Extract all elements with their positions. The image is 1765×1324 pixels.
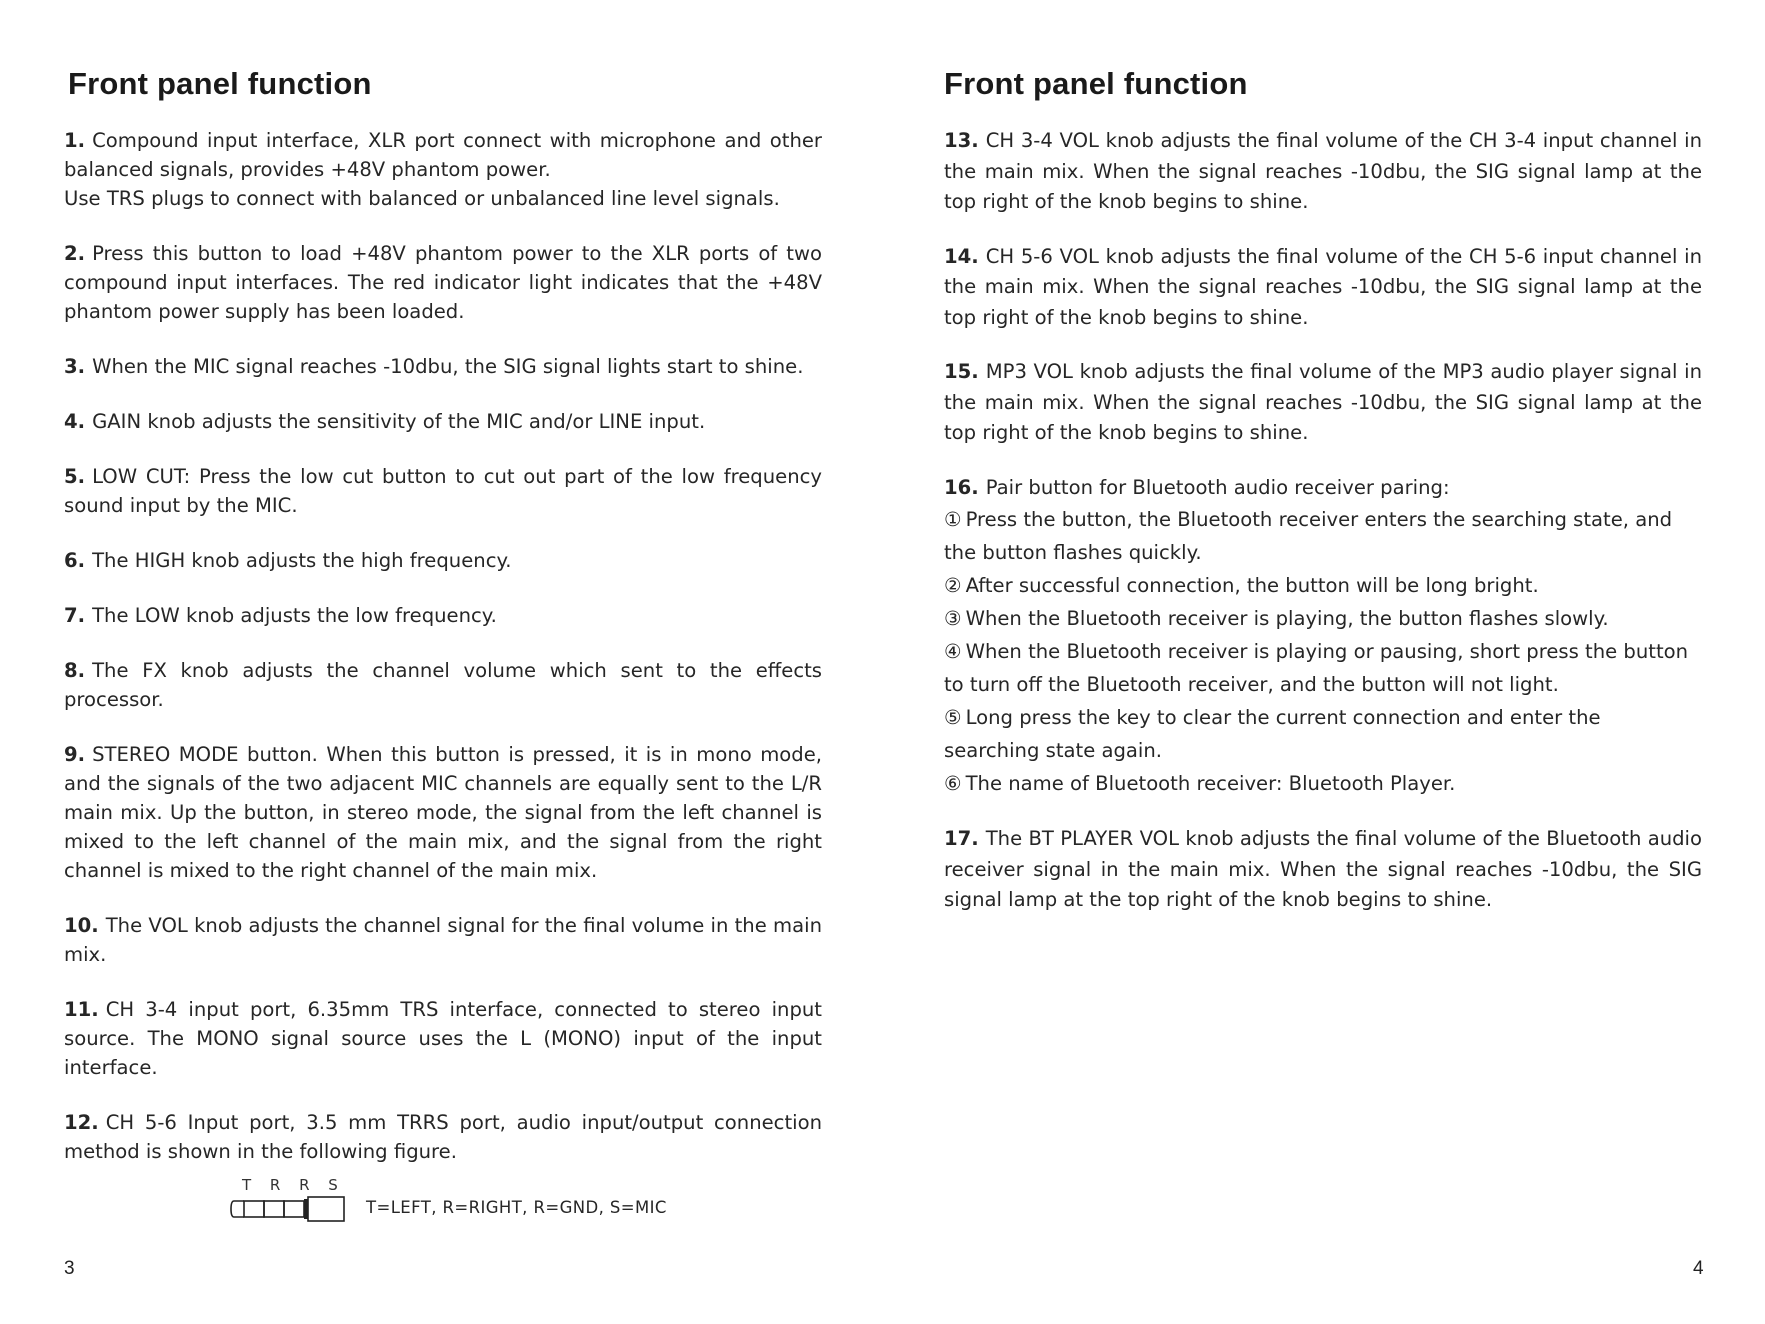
item-number: 2. xyxy=(64,242,86,265)
page-number: 3 xyxy=(64,1258,75,1279)
function-list xyxy=(64,126,822,1192)
step-text: Press the button, the Bluetooth receiver enters the searching state, and the button flashes quickly. xyxy=(944,508,1673,564)
left-page xyxy=(0,0,882,1324)
item-text: The BT PLAYER VOL knob adjusts the final volume of the Bluetooth audio receiver signal in the main mix. When the signal reaches -10dbu, the SIG signal lamp at the top right of the knob begins to shine. xyxy=(944,827,1702,911)
item-text: GAIN knob adjusts the sensitivity of the MIC and/or LINE input. xyxy=(92,410,706,433)
step-marker: ⑥ xyxy=(944,772,962,795)
item-number: 9. xyxy=(64,743,86,766)
step-marker: ③ xyxy=(944,607,962,630)
function-item-11 xyxy=(64,995,822,1082)
pair-step-6 xyxy=(944,767,1702,800)
function-item-17 xyxy=(944,824,1702,916)
function-item-1 xyxy=(64,126,822,213)
item-text: CH 5-6 VOL knob adjusts the final volume of the CH 5-6 input channel in the main mix. When the signal reaches -10dbu, the SIG signal lamp at the top right of the knob begins to shine. xyxy=(944,244,1702,329)
trrs-figure-label: T R R S xyxy=(242,1176,345,1194)
item-text: Pair button for Bluetooth audio receiver paring: xyxy=(985,475,1450,499)
pair-step-2 xyxy=(944,569,1702,602)
item-text: CH 3-4 VOL knob adjusts the final volume of the CH 3-4 input channel in the main mix. When the signal reaches -10dbu, the SIG signal lamp at the top right of the knob begins to shine. xyxy=(944,129,1702,213)
item-number: 4. xyxy=(64,410,86,433)
item-text: CH 5-6 Input port, 3.5 mm TRRS port, audio input/output connection method is shown in the following figure. xyxy=(64,1111,822,1163)
function-item-13 xyxy=(944,126,1702,218)
item-number: 14. xyxy=(944,244,979,268)
function-item-3 xyxy=(64,352,822,381)
item-text: MP3 VOL knob adjusts the final volume of the MP3 audio player signal in the main mix. When the signal reaches -10dbu, the SIG signal lamp at the top right of the knob begins to shine. xyxy=(944,360,1702,444)
item-number: 11. xyxy=(64,998,99,1021)
step-text: When the Bluetooth receiver is playing, the button flashes slowly. xyxy=(965,607,1609,630)
function-item-15 xyxy=(944,357,1702,449)
function-list xyxy=(944,126,1702,940)
item-number: 8. xyxy=(64,659,86,682)
function-item-7 xyxy=(64,601,822,630)
item-text-extra: Use TRS plugs to connect with balanced or unbalanced line level signals. xyxy=(64,187,780,210)
item-number: 15. xyxy=(944,360,979,383)
step-text: After successful connection, the button will be long bright. xyxy=(965,574,1539,597)
function-item-8 xyxy=(64,656,822,714)
item-number: 1. xyxy=(64,129,86,152)
item-number: 10. xyxy=(64,914,99,937)
right-page xyxy=(882,0,1765,1324)
item-number: 12. xyxy=(64,1111,99,1134)
item-text: When the MIC signal reaches -10dbu, the SIG signal lights start to shine. xyxy=(92,355,804,378)
item-number: 3. xyxy=(64,355,86,378)
step-text: Long press the key to clear the current connection and enter the searching state again. xyxy=(944,706,1601,762)
step-marker: ① xyxy=(944,508,962,531)
pair-step-4 xyxy=(944,635,1702,701)
function-item-4 xyxy=(64,407,822,436)
function-item-12 xyxy=(64,1108,822,1166)
trrs-plug-icon xyxy=(230,1196,352,1222)
function-item-10 xyxy=(64,911,822,969)
item-number: 13. xyxy=(944,129,979,152)
page-number: 4 xyxy=(1693,1258,1704,1279)
item-number: 16. xyxy=(944,475,979,499)
step-marker: ④ xyxy=(944,640,962,663)
step-marker: ⑤ xyxy=(944,706,962,729)
function-item-6 xyxy=(64,546,822,575)
step-text: When the Bluetooth receiver is playing or pausing, short press the button to turn off the Bluetooth receiver, and the button will not light. xyxy=(944,640,1689,696)
item-text: CH 3-4 input port, 6.35mm TRS interface, connected to stereo input source. The MONO signal source uses the L (MONO) input of the input interface. xyxy=(64,998,822,1079)
item-text: The VOL knob adjusts the channel signal for the final volume in the main mix. xyxy=(64,914,822,966)
step-text: The name of Bluetooth receiver: Bluetooth Player. xyxy=(965,772,1456,795)
function-item-16 xyxy=(944,473,1702,801)
pair-step-1 xyxy=(944,503,1702,569)
function-item-2 xyxy=(64,239,822,326)
item-text: Compound input interface, XLR port connect with microphone and other balanced signals, provides +48V phantom power. xyxy=(64,129,822,181)
function-item-5 xyxy=(64,462,822,520)
item-text: The HIGH knob adjusts the high frequency. xyxy=(92,549,512,572)
item-text: STEREO MODE button. When this button is pressed, it is in mono mode, and the signals of the two adjacent MIC channels are equally sent to the L/R main mix. Up the button, in stereo mode, the signal from the left channel is mixed to the left channel of the main mix, and the signal from the right channel is mixed to the right channel of the main mix. xyxy=(64,743,822,882)
step-marker: ② xyxy=(944,574,962,597)
trrs-figure xyxy=(230,1176,790,1224)
item-text: The LOW knob adjusts the low frequency. xyxy=(92,604,497,627)
pair-step-5 xyxy=(944,701,1702,767)
pair-steps-list xyxy=(944,503,1702,800)
page-heading: Front panel function xyxy=(944,66,1248,101)
trrs-figure-description: T=LEFT, R=RIGHT, R=GND, S=MIC xyxy=(366,1198,667,1217)
function-item-14 xyxy=(944,242,1702,334)
item-number: 5. xyxy=(64,465,86,488)
page-heading: Front panel function xyxy=(68,66,372,101)
function-item-9 xyxy=(64,740,822,885)
item-text: The FX knob adjusts the channel volume which sent to the effects processor. xyxy=(64,659,822,711)
item-text: Press this button to load +48V phantom power to the XLR ports of two compound input interfaces. The red indicator light indicates that the +48V phantom power supply has been loaded. xyxy=(64,242,822,323)
item-text: LOW CUT: Press the low cut button to cut out part of the low frequency sound input by the MIC. xyxy=(64,465,822,517)
item-number: 7. xyxy=(64,604,86,627)
item-number: 17. xyxy=(944,827,979,850)
pair-step-3 xyxy=(944,602,1702,635)
item-number: 6. xyxy=(64,549,86,572)
